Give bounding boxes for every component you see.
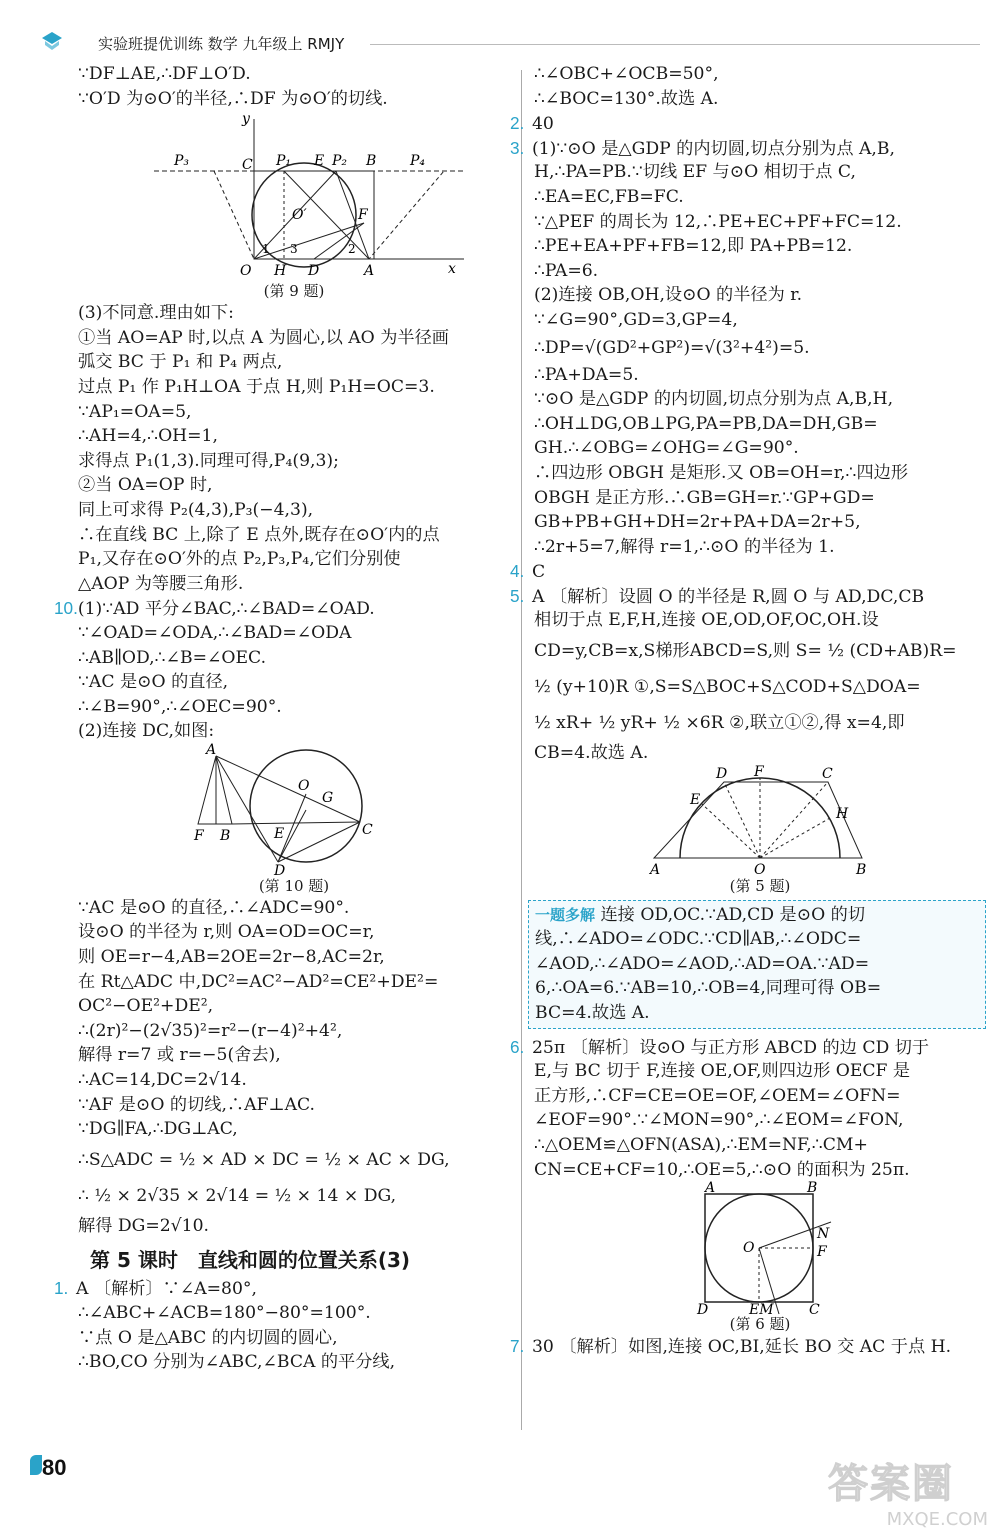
fig9-label: P₃ — [174, 153, 190, 170]
text-line: 相切于点 E,F,H,连接 OE,OD,OF,OC,OH.设 — [534, 610, 879, 631]
text-line: ∴AB∥OD,∴∠B=∠OEC. — [78, 647, 267, 668]
text-line: ½ (y+10)R ①,S=S△BOC+S△COD+S△DOA= — [534, 677, 921, 698]
text-line: BC=4.故选 A. — [535, 1003, 650, 1024]
text-line: ①当 AO=AP 时,以点 A 为圆心,以 AO 为半径画 — [78, 327, 449, 348]
text-line: ∴OH⊥DG,OB⊥PG,PA=PB,DA=DH,GB= — [534, 413, 878, 434]
seg-ad — [216, 756, 278, 862]
fig5-label: C — [822, 765, 833, 782]
question-number: 6. — [510, 1036, 525, 1057]
text-line: ∵DF⊥AE,∴DF⊥O′D. — [78, 64, 251, 84]
text-line: GB+PB+GH+DH=2r+PA+DA=2r+5, — [534, 512, 861, 533]
text-line: ∵AP₁=OA=5, — [78, 401, 192, 422]
fig9-label: P₂ — [332, 153, 348, 170]
fig9-label: O — [240, 263, 252, 280]
fig10-label: B — [220, 827, 231, 844]
fig9-label: O′ — [292, 207, 307, 224]
text-line: ∴∠ABC+∠ACB=180°−80°=100°. — [78, 1303, 371, 1323]
fig9-label: P₄ — [410, 153, 426, 170]
question-2-line: 2. 40 — [510, 113, 554, 135]
fig9-label: E — [314, 153, 325, 170]
right-column — [510, 62, 986, 1359]
text-line: 解得 r=7 或 r=−5(舍去), — [78, 1045, 281, 1066]
fig5-label: E — [690, 791, 701, 808]
fig6-label: F — [817, 1244, 827, 1261]
text-line: ∴(2r)²−(2√35)²=r²−(r−4)²+4², — [78, 1020, 343, 1041]
text-line: 设⊙O 的半径为 r,则 OA=OD=OC=r, — [78, 922, 375, 943]
fig6-label: D — [697, 1302, 709, 1319]
fig10-label: E — [274, 825, 285, 842]
text-line: ∴∠BOC=130°.故选 A. — [534, 88, 719, 109]
text-line: 在 Rt△ADC 中,DC²=AC²−AD²=CE²+DE²= — [78, 971, 439, 992]
text-line: OC²−OE²+DE², — [78, 996, 214, 1017]
fig9-label: D — [308, 263, 320, 280]
fig10-label: O — [298, 777, 310, 794]
fig9-label: A — [364, 263, 375, 280]
text-line: 过点 P₁ 作 P₁H⊥OA 于点 H,则 P₁H=OC=3. — [78, 376, 435, 397]
text-line: ∴PA+DA=5. — [534, 364, 639, 385]
figure-9-caption: (第 9 题) — [263, 282, 325, 301]
fig9-label: B — [366, 153, 377, 170]
text-line: OBGH 是正方形.∴GB=GH=r.∵GP+GD= — [534, 487, 875, 508]
figure-6 — [685, 1180, 835, 1319]
text-line: ½ xR+ ½ yR+ ½ ×6R ②,联立①②,得 x=4,即 — [534, 713, 905, 734]
header-title: 实验班提优训练 数学 九年级上 RMJY — [98, 35, 345, 53]
text-line: △AOP 为等腰三角形. — [78, 573, 244, 594]
fig6-label: O — [743, 1240, 755, 1257]
fig6-label: C — [809, 1302, 820, 1319]
question-number: 5. — [510, 585, 525, 606]
fig9-label: P₁ — [276, 153, 292, 170]
seg-ac — [216, 756, 360, 822]
text-line: ∴在直线 BC 上,除了 E 点外,既存在⊙O′内的点 — [78, 524, 440, 545]
text-line: P₁,又存在⊙O′外的点 P₂,P₃,P₄,它们分别使 — [78, 549, 401, 570]
seg-oh — [760, 818, 830, 858]
fig6-label: EM — [749, 1302, 774, 1319]
watermark-title: 答案圈 — [828, 1461, 954, 1507]
text-line: CD=y,CB=x,S梯形ABCD=S,则 S= ½ (CD+AB)R= — [534, 641, 957, 662]
question-number: 7. — [510, 1336, 525, 1357]
fig10-label: D — [274, 862, 286, 879]
page-header — [40, 28, 980, 58]
fig5-label: H — [836, 805, 849, 822]
fig6-label: A — [705, 1180, 716, 1197]
text-line: 则 OE=r−4,AB=2OE=2r−8,AC=2r, — [78, 947, 385, 968]
text-line: ∵AC 是⊙O 的直径, — [78, 672, 229, 693]
fig9-label: 2 — [348, 242, 356, 257]
circle-o — [250, 750, 362, 862]
text-line: 求得点 P₁(1,3).同理可得,P₄(9,3); — [78, 450, 339, 471]
text-line: ∵⊙O 是△GDP 的内切圆,切点分别为点 A,B,H, — [534, 389, 894, 410]
fig5-label: D — [716, 765, 728, 782]
text-line: ∴ ½ × 2√35 × 2√14 = ½ × 14 × DG, — [78, 1185, 397, 1206]
fig5-label: A — [650, 861, 661, 878]
text-line: ∴四边形 OBGH 是矩形.又 OB=OH=r,∴四边形 — [534, 462, 909, 483]
text-line: ∴DP=√(GD²+GP²)=√(3²+4²)=5. — [534, 337, 810, 358]
fig9-label: y — [242, 111, 250, 128]
question-number: 4. — [510, 561, 525, 582]
text-line: (3)不同意.理由如下: — [78, 303, 234, 324]
seg-bc — [232, 822, 360, 824]
page-number-leaf-icon — [30, 1455, 42, 1475]
text-line: (2)连接 DC,如图: — [78, 721, 215, 742]
text-line: ∴S△ADC = ½ × AD × DC = ½ × AC × DG, — [78, 1149, 450, 1170]
tri-afb — [198, 756, 232, 824]
lesson-title: 第 5 课时 直线和圆的位置关系(3) — [90, 1248, 411, 1273]
fig6-label: B — [807, 1180, 818, 1197]
text-line: 同上可求得 P₂(4,3),P₃(−4,3), — [78, 499, 314, 520]
seg-oc — [760, 782, 828, 858]
text-line: ∴PE+EA+PF+FB=12,即 PA+PB=12. — [534, 236, 853, 257]
text-line: ∵点 O 是△ABC 的内切圆的圆心, — [78, 1327, 338, 1348]
text-line: ∵AF 是⊙O 的切线,∴AF⊥AC. — [78, 1094, 316, 1115]
figure-5 — [650, 763, 870, 878]
question-4-line: 4. C — [510, 561, 546, 583]
text-line: 6,∴OA=6.∵AB=10,∴OB=4,同理可得 OB= — [535, 978, 882, 999]
fig10-label: A — [206, 741, 217, 758]
watermark — [828, 1452, 988, 1530]
question-number: 10. — [54, 598, 78, 619]
question-7-line: 7. 30 〔解析〕如图,连接 OC,BI,延长 BO 交 AC 于点 H. — [510, 1336, 952, 1358]
text-line: ∠EOF=90°.∵∠MON=90°,∴∠EOM=∠FON, — [534, 1110, 904, 1131]
text-line: CB=4.故选 A. — [534, 743, 649, 764]
text-line: ∵∠OAD=∠ODA,∴∠BAD=∠ODA — [78, 622, 352, 643]
fig10-label: F — [194, 827, 204, 844]
fig9-label: F — [358, 207, 368, 224]
question-10-line: 10.(1)∵AD 平分∠BAC,∴∠BAD=∠OAD. — [54, 598, 375, 620]
question-6-line: 6. 25π 〔解析〕设⊙O 与正方形 ABCD 的边 CD 切于 — [510, 1036, 930, 1058]
question-5-line: 5. A 〔解析〕设圆 O 的半径是 R,圆 O 与 AD,DC,CB — [510, 585, 925, 607]
page-number: 80 — [42, 1455, 67, 1480]
left-column — [54, 62, 510, 1375]
alt-solution-box — [528, 900, 986, 1029]
column-divider — [521, 70, 522, 1430]
text-line: ∴AH=4,∴OH=1, — [78, 426, 218, 447]
figure-10 — [194, 741, 394, 879]
figure-10-caption: (第 10 题) — [258, 876, 330, 895]
fig10-label: G — [322, 789, 334, 806]
text-line: H,∴PA=PB.∵切线 EF 与⊙O 相切于点 C, — [534, 162, 856, 183]
text-line: ∴∠OBC+∠OCB=50°, — [534, 64, 719, 84]
header-rule — [370, 44, 980, 45]
question-number: 2. — [510, 113, 525, 134]
book-logo-icon — [40, 30, 64, 52]
text-line: GH.∴∠OBG=∠OHG=∠G=90°. — [534, 438, 799, 459]
question-1-line: 1. A 〔解析〕∵∠A=80°, — [54, 1278, 257, 1300]
text-line: ∵AC 是⊙O 的直径,∴∠ADC=90°. — [78, 897, 350, 918]
seg-od — [724, 782, 760, 858]
text-line: ∵O′D 为⊙O′的半径,∴DF 为⊙O′的切线. — [78, 88, 388, 109]
text-line: 正方形,∴CF=CE=OE=OF,∠OEM=∠OFN= — [534, 1085, 901, 1106]
fig9-label: H — [274, 263, 287, 280]
text-line: 弧交 BC 于 P₁ 和 P₄ 两点, — [78, 352, 283, 373]
text-line: ②当 OA=OP 时, — [78, 475, 213, 496]
fig5-label: O — [754, 861, 766, 878]
alt-solution-line: 一题多解 连接 OD,OC.∵AD,CD 是⊙O 的切 — [535, 904, 866, 925]
text-line: 线,∴∠ADO=∠ODC.∵CD∥AB,∴∠ODC= — [535, 929, 862, 950]
fig5-label: B — [856, 861, 867, 878]
text-line: ∴∠B=90°,∴∠OEC=90°. — [78, 696, 282, 717]
text-line: ∴△OEM≌△OFN(ASA),∴EM=NF,∴CM+ — [534, 1135, 868, 1155]
text-line: E,与 BC 切于 F,连接 OE,OF,则四边形 OECF 是 — [534, 1061, 911, 1082]
text-line: ∵DG∥FA,∴DG⊥AC, — [78, 1119, 238, 1140]
text-line: CN=CE+CF=10,∴OE=5,∴⊙O 的面积为 25π. — [534, 1159, 910, 1180]
fig10-label: C — [362, 821, 373, 838]
fig6-label: N — [817, 1226, 830, 1243]
text-line: ∴BO,CO 分别为∠ABC,∠BCA 的平分线, — [78, 1352, 396, 1373]
figure-5-caption: (第 5 题) — [729, 876, 791, 895]
text-line: ∴2r+5=7,解得 r=1,∴⊙O 的半径为 1. — [534, 536, 835, 557]
dash-p3-p4 — [214, 171, 444, 259]
fig9-label: 3 — [290, 242, 298, 257]
text-line: ∴PA=6. — [534, 260, 599, 281]
question-3-line: 3. (1)∵⊙O 是△GDP 的内切圆,切点分别为点 A,B, — [510, 137, 895, 159]
question-number: 1. — [54, 1278, 69, 1299]
fig5-label: F — [754, 763, 764, 780]
text-line: (2)连接 OB,OH,设⊙O 的半径为 r. — [534, 285, 803, 306]
fig9-label: C — [242, 157, 253, 174]
question-number: 3. — [510, 137, 525, 158]
text-line: ∠AOD,∴∠ADO=∠AOD,∴AD=OA.∵AD= — [535, 953, 870, 974]
text-line: ∵∠G=90°,GD=3,GP=4, — [534, 309, 738, 330]
seg-oe — [702, 804, 760, 858]
fig9-label: 1 — [262, 242, 270, 257]
alt-solution-label: 一题多解 — [535, 905, 596, 924]
seg-dc — [278, 822, 360, 862]
text-line: 解得 DG=2√10. — [78, 1215, 209, 1236]
text-line: ∴AC=14,DC=2√14. — [78, 1070, 247, 1091]
figure-6-caption: (第 6 题) — [729, 1315, 791, 1334]
figure-9 — [114, 111, 474, 281]
watermark-url: MXQE.COM — [886, 1509, 988, 1530]
text-line: ∵△PEF 的周长为 12,∴PE+EC+PF+FC=12. — [534, 211, 902, 232]
fig9-label: x — [448, 261, 456, 278]
text-line: ∴EA=EC,FB=FC. — [534, 186, 684, 207]
